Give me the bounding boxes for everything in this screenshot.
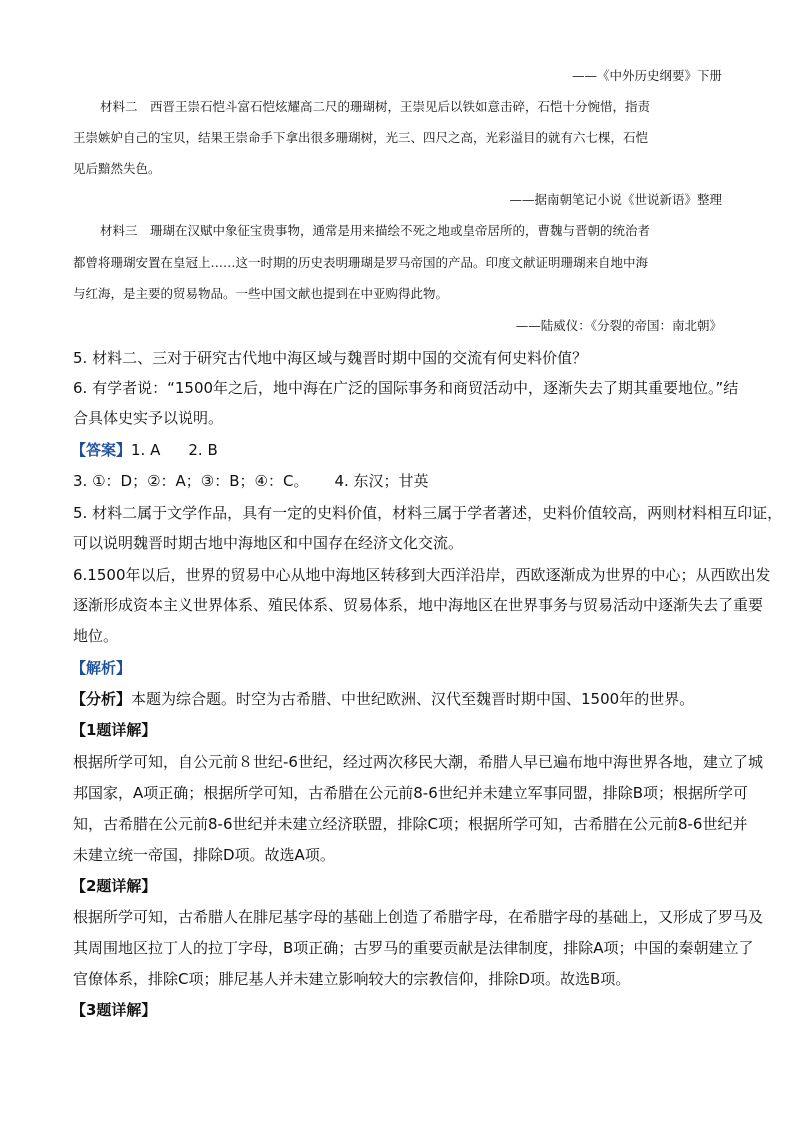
q2-detail-line-1: 根据所学可知，古希腊人在腓尼基字母的基础上创造了希腊字母，在希腊字母的基础上，又形成了罗马及 — [73, 908, 764, 926]
q2-detail-line-2: 其周围地区拉丁人的拉丁字母，B项正确；古罗马的重要贡献是法律制度，排除A项；中国的秦朝建立了 — [73, 939, 754, 957]
fenxi-label: 【分析】 — [71, 690, 132, 708]
material2-line-1: 材料二 西晋王崇石恺斗富石恺炫耀高二尺的珊瑚树，王崇见后以铁如意击碎，石恺十分惋惜，指责 — [100, 99, 651, 114]
material3-line-3: 与红海，是主要的贸易物品。一些中国文献也提到在中亚购得此物。 — [73, 286, 449, 301]
answer-label: 【答案】 — [71, 441, 132, 459]
analysis-fenxi — [71, 689, 694, 709]
q1-detail-line-3: 知，古希腊在公元前8-6世纪并未建立经济联盟，排除C项；根据所学可知，古希腊在公元前8-6世纪并 — [73, 815, 748, 833]
answer-row-1 — [71, 440, 218, 460]
q2-detail-heading: 【2题详解】 — [71, 877, 157, 895]
material2-line-2: 王崇嫉妒自己的宝贝，结果王崇命手下拿出很多珊瑚树，光三、四尺之高，光彩溢目的就有六七棵，石恺 — [73, 130, 649, 145]
answer-row-2 — [73, 471, 429, 491]
answer-q2: 2. B — [188, 441, 218, 459]
answer-q6-line-2: 逐渐形成资本主义世界体系、殖民体系、贸易体系，地中海地区在世界事务与贸易活动中逐渐失去了重要 — [73, 596, 764, 614]
answer-q5-line-1: 5. 材料二属于文学作品，具有一定的史料价值，材料三属于学者著述，史料价值较高，两则材料相互印证， — [73, 504, 783, 522]
question-6-line-2: 合具体史实予以说明。 — [73, 409, 224, 427]
q1-detail-line-1: 根据所学可知，自公元前８世纪-6世纪，经过两次移民大潮，希腊人早已遍布地中海世界各地，建立了城 — [73, 753, 763, 771]
answer-q1: 1. A — [131, 441, 161, 459]
source-citation-shishuo: ——据南朝笔记小说《世说新语》整理 — [509, 192, 722, 207]
material3-line-2: 都曾将珊瑚安置在皇冠上……这一时期的历史表明珊瑚是罗马帝国的产品。印度文献证明珊瑚来自地中海 — [73, 255, 649, 270]
answer-q6-line-1: 6.1500年以后，世界的贸易中心从地中海地区转移到大西洋沿岸，西欧逐渐成为世界的中心；从西欧出发 — [73, 566, 771, 584]
material2-line-3: 见后黯然失色。 — [73, 161, 161, 176]
answer-q4: 4. 东汉；甘英 — [334, 472, 429, 490]
q2-detail-line-3: 官僚体系，排除C项；腓尼基人并未建立影响较大的宗教信仰，排除D项。故选B项。 — [73, 970, 631, 988]
source-citation-textbook: ——《中外历史纲要》下册 — [571, 68, 722, 83]
q3-detail-heading: 【3题详解】 — [71, 1001, 157, 1019]
q1-detail-line-2: 邦国家，A项正确；根据所学可知，古希腊在公元前8-6世纪并未建立军事同盟，排除B项；根据所学可 — [73, 784, 749, 802]
answer-q6-line-3: 地位。 — [73, 627, 119, 645]
material3-line-1: 材料三 珊瑚在汉赋中象征宝贵事物，通常是用来描绘不死之地或皇帝居所的，曹魏与晋朝的统治者 — [100, 223, 651, 238]
fenxi-text: 本题为综合题。时空为古希腊、中世纪欧洲、汉代至魏晋时期中国、1500年的世界。 — [131, 690, 695, 708]
question-5: 5. 材料二、三对于研究古代地中海区域与魏晋时期中国的交流有何史料价值？ — [73, 349, 588, 367]
analysis-heading: 【解析】 — [71, 659, 132, 677]
q1-detail-heading: 【1题详解】 — [71, 721, 157, 739]
q1-detail-line-4: 未建立统一帝国，排除D项。故选A项。 — [73, 846, 335, 864]
question-6-line-1: 6. 有学者说：“1500年之后，地中海在广泛的国际事务和商贸活动中，逐渐失去了期其重要地位。”结 — [73, 379, 739, 397]
answer-q3: 3. ①：D；②：A；③：B；④：C。 — [73, 472, 309, 490]
answer-q5-line-2: 可以说明魏晋时期古地中海地区和中国存在经济文化交流。 — [73, 534, 464, 552]
source-citation-lewis: ——陆威仪：《分裂的帝国：南北朝》 — [515, 318, 722, 333]
